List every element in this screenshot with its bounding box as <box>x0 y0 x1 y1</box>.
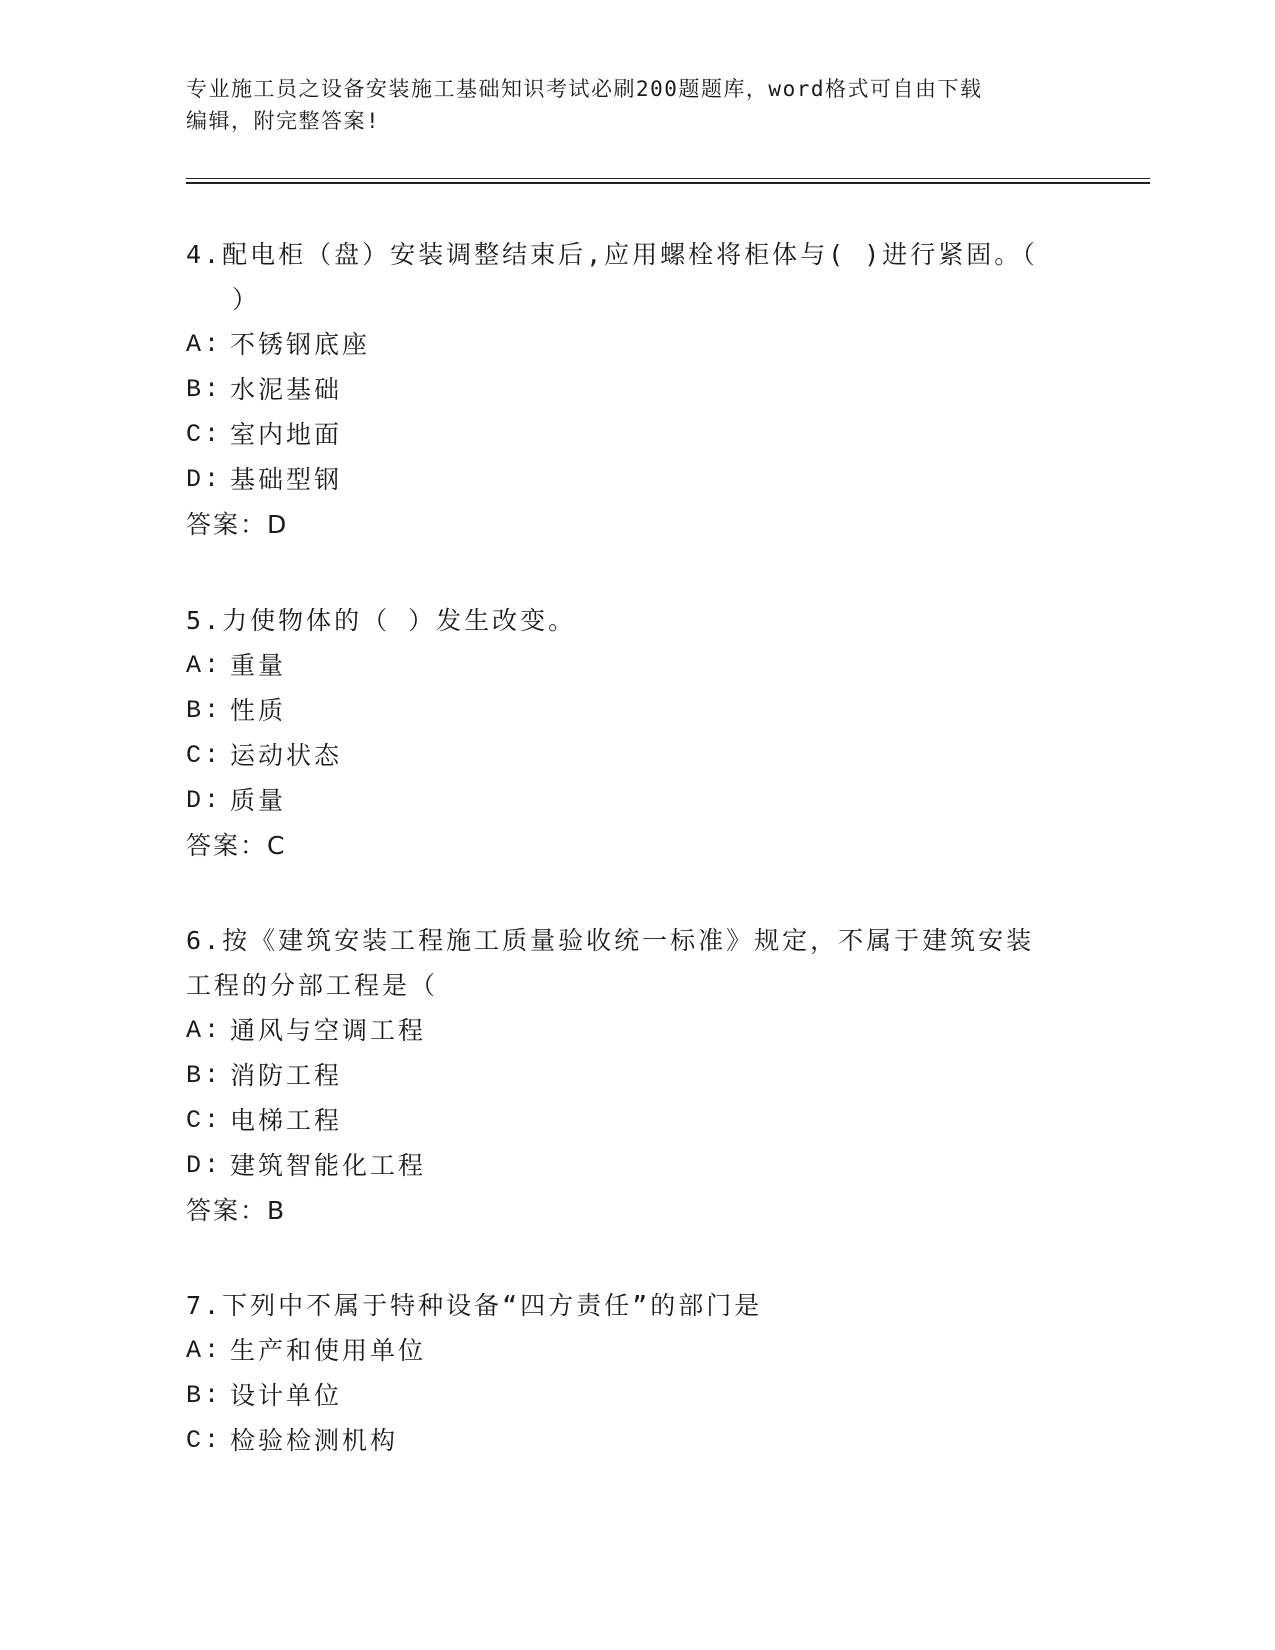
header-divider <box>186 178 1150 184</box>
option-letter: D: <box>186 465 223 494</box>
option-letter: B: <box>186 696 223 725</box>
option-b <box>186 1373 1086 1418</box>
option-d <box>186 1143 1086 1188</box>
option-text: 通风与空调工程 <box>230 1016 427 1045</box>
option-text: 建筑智能化工程 <box>230 1151 427 1180</box>
option-letter: A: <box>186 1016 223 1045</box>
answer-line: 答案：B <box>186 1196 287 1225</box>
option-text: 生产和使用单位 <box>230 1336 427 1365</box>
question-7 <box>186 1283 1086 1463</box>
option-d <box>186 457 1086 502</box>
header-line-1: 专业施工员之设备安装施工基础知识考试必刷200题题库，word格式可自由下载 <box>186 77 983 101</box>
question-stem-continued: 工程的分部工程是（ <box>186 971 439 1000</box>
option-b <box>186 1053 1086 1098</box>
option-a <box>186 643 1086 688</box>
option-text: 运动状态 <box>230 741 343 770</box>
question-stem: 7.下列中不属于特种设备“四方责任”的部门是 <box>186 1291 763 1320</box>
option-letter: B: <box>186 1381 223 1410</box>
answer-line: 答案：D <box>186 510 289 539</box>
option-letter: A: <box>186 651 223 680</box>
option-text: 设计单位 <box>230 1381 343 1410</box>
option-letter: C: <box>186 1426 223 1455</box>
question-stem: 4.配电柜（盘）安装调整结束后,应用螺栓将柜体与( )进行紧固。（ <box>186 240 1038 269</box>
option-letter: B: <box>186 1061 223 1090</box>
option-text: 重量 <box>230 651 287 680</box>
page-header <box>186 73 1086 137</box>
option-letter: D: <box>186 1151 223 1180</box>
option-text: 室内地面 <box>230 420 343 449</box>
question-stem: 6.按《建筑安装工程施工质量验收统一标准》规定，不属于建筑安装 <box>186 926 1035 955</box>
option-letter: D: <box>186 786 223 815</box>
option-a <box>186 1008 1086 1053</box>
option-letter: A: <box>186 330 223 359</box>
option-text: 性质 <box>230 696 287 725</box>
option-letter: C: <box>186 741 223 770</box>
option-text: 消防工程 <box>230 1061 343 1090</box>
option-letter: C: <box>186 420 223 449</box>
option-d <box>186 778 1086 823</box>
question-6 <box>186 918 1086 1234</box>
option-b <box>186 688 1086 733</box>
option-c <box>186 412 1086 457</box>
question-stem: 5.力使物体的（ ）发生改变。 <box>186 606 577 635</box>
question-stem-continued: ） <box>232 285 261 314</box>
option-a <box>186 1328 1086 1373</box>
option-text: 不锈钢底座 <box>230 330 371 359</box>
option-letter: B: <box>186 375 223 404</box>
option-b <box>186 367 1086 412</box>
answer-line: 答案：C <box>186 831 287 860</box>
option-c <box>186 1418 1086 1463</box>
option-text: 质量 <box>230 786 287 815</box>
option-text: 基础型钢 <box>230 465 343 494</box>
header-line-2: 编辑，附完整答案! <box>186 109 381 133</box>
option-c <box>186 733 1086 778</box>
option-letter: C: <box>186 1106 223 1135</box>
option-c <box>186 1098 1086 1143</box>
option-letter: A: <box>186 1336 223 1365</box>
question-5 <box>186 598 1086 869</box>
option-text: 电梯工程 <box>230 1106 343 1135</box>
option-a <box>186 322 1086 367</box>
option-text: 水泥基础 <box>230 375 343 404</box>
question-4 <box>186 232 1086 548</box>
option-text: 检验检测机构 <box>230 1426 399 1455</box>
